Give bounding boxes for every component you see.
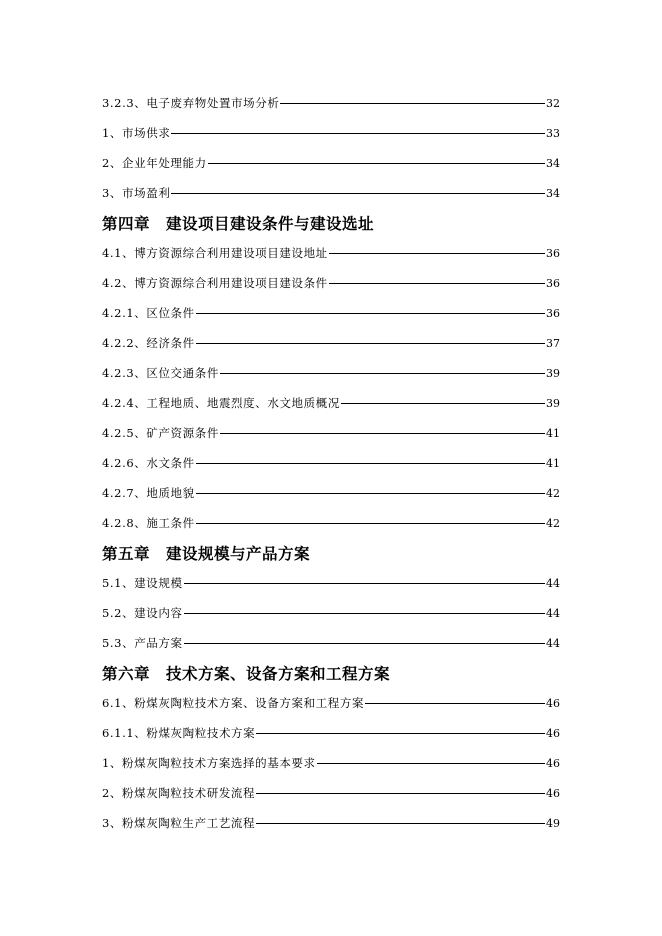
toc-chapter-heading[interactable] bbox=[102, 208, 560, 238]
toc-entry[interactable] bbox=[102, 718, 560, 748]
toc-leader-line bbox=[317, 763, 545, 764]
toc-entry-title: 3、市场盈利 bbox=[102, 186, 171, 200]
toc-entry[interactable] bbox=[102, 778, 560, 808]
toc-leader-line bbox=[341, 403, 545, 404]
toc-page-number: 44 bbox=[546, 636, 560, 650]
toc-leader-line bbox=[184, 583, 545, 584]
toc-entry[interactable] bbox=[102, 448, 560, 478]
toc-entry-title: 4.2.1、区位条件 bbox=[102, 306, 195, 320]
toc-page-number: 42 bbox=[546, 516, 560, 530]
toc-page-number: 39 bbox=[546, 366, 560, 380]
toc-entry-title: 4.2.5、矿产资源条件 bbox=[102, 426, 219, 440]
toc-leader-line bbox=[171, 133, 545, 134]
toc-page-number: 32 bbox=[546, 96, 560, 110]
toc-entry-title: 4.2.7、地质地貌 bbox=[102, 486, 195, 500]
toc-leader-line bbox=[208, 163, 545, 164]
toc-entry[interactable] bbox=[102, 688, 560, 718]
chapter-title: 技术方案、设备方案和工程方案 bbox=[166, 664, 391, 683]
toc-entry[interactable] bbox=[102, 328, 560, 358]
toc-page-number: 44 bbox=[546, 576, 560, 590]
toc-entry[interactable] bbox=[102, 568, 560, 598]
toc-page-number: 41 bbox=[546, 456, 560, 470]
toc-entry-title: 2、企业年处理能力 bbox=[102, 156, 207, 170]
toc-leader-line bbox=[280, 103, 545, 104]
toc-entry[interactable] bbox=[102, 808, 560, 838]
toc-entry-title: 2、粉煤灰陶粒技术研发流程 bbox=[102, 786, 256, 800]
toc-chapter-heading[interactable] bbox=[102, 658, 560, 688]
toc-entry-title: 6.1、粉煤灰陶粒技术方案、设备方案和工程方案 bbox=[102, 696, 365, 710]
toc-entry-title: 6.1.1、粉煤灰陶粒技术方案 bbox=[102, 726, 256, 740]
toc-entry[interactable] bbox=[102, 238, 560, 268]
toc-leader-line bbox=[171, 193, 545, 194]
toc-entry[interactable] bbox=[102, 358, 560, 388]
toc-leader-line bbox=[184, 643, 545, 644]
toc-entry[interactable] bbox=[102, 598, 560, 628]
toc-page-number: 46 bbox=[546, 756, 560, 770]
toc-page-number: 39 bbox=[546, 396, 560, 410]
toc-page-number: 36 bbox=[546, 246, 560, 260]
toc-leader-line bbox=[196, 313, 545, 314]
toc-entry-title: 4.2.6、水文条件 bbox=[102, 456, 195, 470]
toc-entry[interactable] bbox=[102, 88, 560, 118]
toc-entry[interactable] bbox=[102, 478, 560, 508]
toc-page-number: 46 bbox=[546, 786, 560, 800]
toc-leader-line bbox=[256, 793, 545, 794]
toc-leader-line bbox=[256, 733, 545, 734]
toc-entry[interactable] bbox=[102, 388, 560, 418]
toc-entry-title: 5.3、产品方案 bbox=[102, 636, 183, 650]
toc-page-number: 33 bbox=[546, 126, 560, 140]
toc-leader-line bbox=[196, 463, 545, 464]
toc-entry-title: 5.2、建设内容 bbox=[102, 606, 183, 620]
chapter-number: 第四章 bbox=[102, 214, 151, 233]
toc-leader-line bbox=[196, 343, 545, 344]
toc-entry-title: 5.1、建设规模 bbox=[102, 576, 183, 590]
toc-entry[interactable] bbox=[102, 148, 560, 178]
chapter-title: 建设项目建设条件与建设选址 bbox=[166, 214, 375, 233]
toc-page-number: 34 bbox=[546, 156, 560, 170]
toc-entry[interactable] bbox=[102, 748, 560, 778]
toc-leader-line bbox=[256, 823, 545, 824]
toc-entry-title: 3、粉煤灰陶粒生产工艺流程 bbox=[102, 816, 256, 830]
toc-entry-title: 4.2.2、经济条件 bbox=[102, 336, 195, 350]
toc-page-number: 49 bbox=[546, 816, 560, 830]
toc-page-number: 46 bbox=[546, 726, 560, 740]
toc-leader-line bbox=[365, 703, 545, 704]
toc-entry-title: 4.2.8、施工条件 bbox=[102, 516, 195, 530]
toc-leader-line bbox=[184, 613, 545, 614]
toc-page-number: 36 bbox=[546, 306, 560, 320]
chapter-number: 第六章 bbox=[102, 664, 151, 683]
toc-entry[interactable] bbox=[102, 418, 560, 448]
toc-page-number: 36 bbox=[546, 276, 560, 290]
toc-leader-line bbox=[329, 283, 545, 284]
toc-leader-line bbox=[329, 253, 545, 254]
toc-leader-line bbox=[220, 433, 545, 434]
toc-entry-title: 4.2.4、工程地质、地震烈度、水文地质概况 bbox=[102, 396, 340, 410]
toc-page-number: 44 bbox=[546, 606, 560, 620]
toc-page-number: 41 bbox=[546, 426, 560, 440]
chapter-title: 建设规模与产品方案 bbox=[166, 544, 311, 563]
toc-entry-title: 4.2、博方资源综合利用建设项目建设条件 bbox=[102, 276, 328, 290]
toc-page-number: 46 bbox=[546, 696, 560, 710]
toc-leader-line bbox=[196, 493, 545, 494]
chapter-number: 第五章 bbox=[102, 544, 151, 563]
toc-entry[interactable] bbox=[102, 298, 560, 328]
toc-chapter-heading[interactable] bbox=[102, 538, 560, 568]
toc-entry[interactable] bbox=[102, 628, 560, 658]
toc-entry-title: 4.2.3、区位交通条件 bbox=[102, 366, 219, 380]
toc-entry-title: 1、粉煤灰陶粒技术方案选择的基本要求 bbox=[102, 756, 316, 770]
toc-leader-line bbox=[220, 373, 545, 374]
table-of-contents bbox=[102, 88, 560, 838]
toc-entry[interactable] bbox=[102, 508, 560, 538]
toc-entry[interactable] bbox=[102, 118, 560, 148]
toc-page-number: 37 bbox=[546, 336, 560, 350]
toc-entry-title: 1、市场供求 bbox=[102, 126, 171, 140]
toc-entry-title: 4.1、博方资源综合利用建设项目建设地址 bbox=[102, 246, 328, 260]
toc-page-number: 42 bbox=[546, 486, 560, 500]
toc-entry[interactable] bbox=[102, 178, 560, 208]
toc-entry-title: 3.2.3、电子废弃物处置市场分析 bbox=[102, 96, 280, 110]
toc-page-number: 34 bbox=[546, 186, 560, 200]
toc-leader-line bbox=[196, 523, 545, 524]
toc-entry[interactable] bbox=[102, 268, 560, 298]
